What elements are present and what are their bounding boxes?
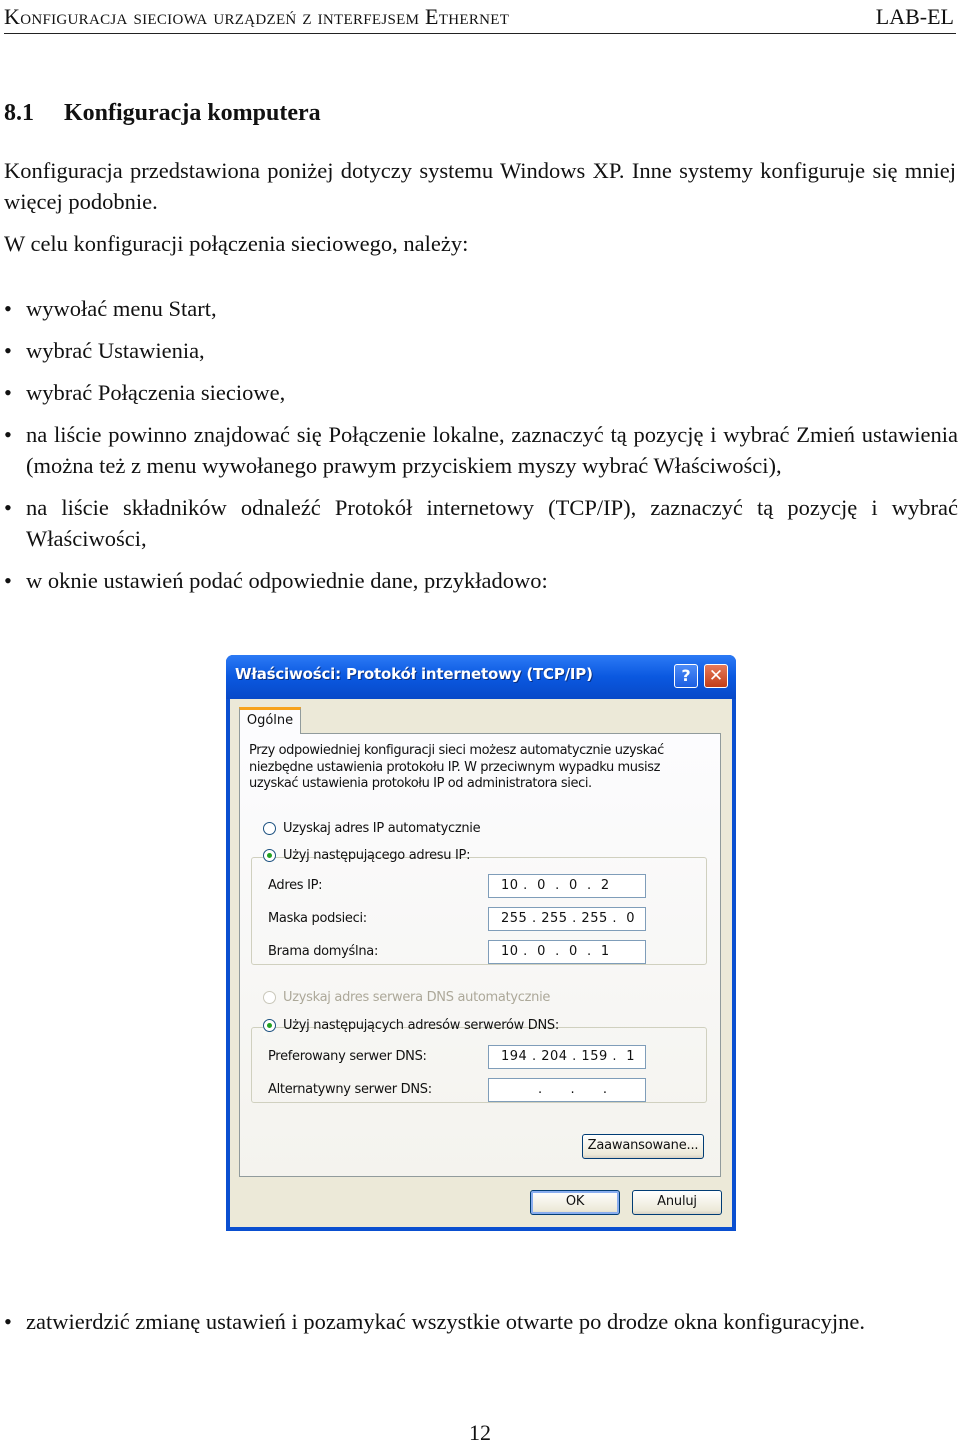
- lab-label: LAB-EL: [875, 4, 954, 29]
- list-item: • wybrać Ustawienia,: [0, 335, 958, 366]
- ip-address-field[interactable]: 10 . 0 . 0 . 2: [488, 874, 646, 898]
- header-rule: [4, 33, 956, 34]
- advanced-button[interactable]: Zaawansowane...: [582, 1134, 704, 1159]
- ip-address-label: Adres IP:: [268, 878, 323, 893]
- preferred-dns-field[interactable]: 194 . 204 . 159 . 1: [488, 1045, 646, 1069]
- steps-list: [0, 293, 958, 596]
- section-title: Konfiguracja komputera: [64, 100, 321, 126]
- list-item: • na liście składników odnaleźć Protokół internetowy (TCP/IP), zaznaczyć tą pozycję i wybrać Właściwości,: [0, 492, 958, 554]
- dialog-titlebar[interactable]: [226, 655, 736, 699]
- bullet-icon: •: [4, 296, 12, 321]
- running-header: [4, 4, 954, 34]
- list-item: • wybrać Połączenia sieciowe,: [0, 377, 958, 408]
- tcpip-properties-dialog: [226, 655, 736, 1231]
- radio-button[interactable]: [263, 991, 276, 1004]
- final-steps-list: [0, 1306, 958, 1337]
- section-number: 8.1: [4, 100, 34, 126]
- cancel-button[interactable]: Anuluj: [632, 1190, 722, 1215]
- tab-panel-general: Przy odpowiedniej konfiguracji sieci możesz automatycznie uzyskać niezbędne ustawienia protokołu IP. W przeciwnym wypadku musisz uzyskać ustawienia protokołu IP od administratora sieci. Uzyskaj adres IP automatycznie Użyj następującego adresu IP: Adres IP: 10 . 0 . 0 . 2 Maska podsieci: 255 . 255 . 255 . 0 Brama domyślna: 10 . 0 . 0 . 1 Uzyskaj adres serwera DNS automatycznie Użyj następujących adresów serwerów DNS: Preferowany serwer DNS: 194 . 204 . 159 . 1 Alternatywny serwer DNS: . . . Zaawansowane...: [239, 733, 721, 1177]
- close-icon[interactable]: ✕: [704, 664, 728, 688]
- list-item: • w oknie ustawień podać odpowiednie dane, przykładowo:: [0, 565, 958, 596]
- radio-button[interactable]: [263, 822, 276, 835]
- radio-button[interactable]: [263, 849, 276, 862]
- help-icon[interactable]: ?: [674, 664, 698, 688]
- running-title: Konfiguracja sieciowa urządzeń z interfejsem Ethernet: [4, 4, 510, 29]
- gateway-label: Brama domyślna:: [268, 944, 379, 959]
- bullet-icon: •: [4, 495, 12, 520]
- alternate-dns-field[interactable]: . . .: [488, 1078, 646, 1102]
- radio-ip-manual[interactable]: Użyj następującego adresu IP:: [263, 848, 267, 866]
- radio-dns-manual[interactable]: Użyj następujących adresów serwerów DNS:: [263, 1018, 267, 1036]
- gateway-field[interactable]: 10 . 0 . 0 . 1: [488, 940, 646, 964]
- tab-general[interactable]: Ogólne: [239, 707, 301, 734]
- bullet-icon: •: [4, 422, 12, 447]
- bullet-icon: •: [4, 380, 12, 405]
- dialog-client: [230, 699, 732, 1227]
- bullet-icon: •: [4, 568, 12, 593]
- subnet-mask-label: Maska podsieci:: [268, 911, 367, 926]
- bullet-icon: •: [4, 338, 12, 363]
- page-number: 12: [469, 1420, 491, 1445]
- radio-button[interactable]: [263, 1019, 276, 1032]
- info-text: Przy odpowiedniej konfiguracji sieci możesz automatycznie uzyskać niezbędne ustawienia protokołu IP. W przeciwnym wypadku musisz uzyskać ustawienia protokołu IP od administratora sieci.: [249, 743, 664, 791]
- preferred-dns-label: Preferowany serwer DNS:: [268, 1049, 427, 1064]
- alternate-dns-label: Alternatywny serwer DNS:: [268, 1082, 432, 1097]
- list-item: • zatwierdzić zmianę ustawień i pozamykać wszystkie otwarte po drodze okna konfiguracyjne.: [0, 1306, 958, 1337]
- ok-button[interactable]: OK: [530, 1190, 620, 1215]
- dialog-title: Właściwości: Protokół internetowy (TCP/IP): [235, 665, 593, 683]
- subnet-mask-field[interactable]: 255 . 255 . 255 . 0: [488, 907, 646, 931]
- list-item: • na liście powinno znajdować się Połączenie lokalne, zaznaczyć tą pozycję i wybrać Zmień ustawienia (można też z menu wywołanego prawym przyciskiem myszy wybrać Właściwości),: [0, 419, 958, 481]
- list-item: • wywołać menu Start,: [0, 293, 958, 324]
- bullet-icon: •: [4, 1309, 12, 1334]
- steps-intro: W celu konfiguracji połączenia sieciowego, należy:: [4, 231, 469, 256]
- section-heading: [4, 100, 321, 127]
- intro-paragraph: Konfiguracja przedstawiona poniżej dotyczy systemu Windows XP. Inne systemy konfiguruje się mniej więcej podobnie.: [4, 158, 956, 214]
